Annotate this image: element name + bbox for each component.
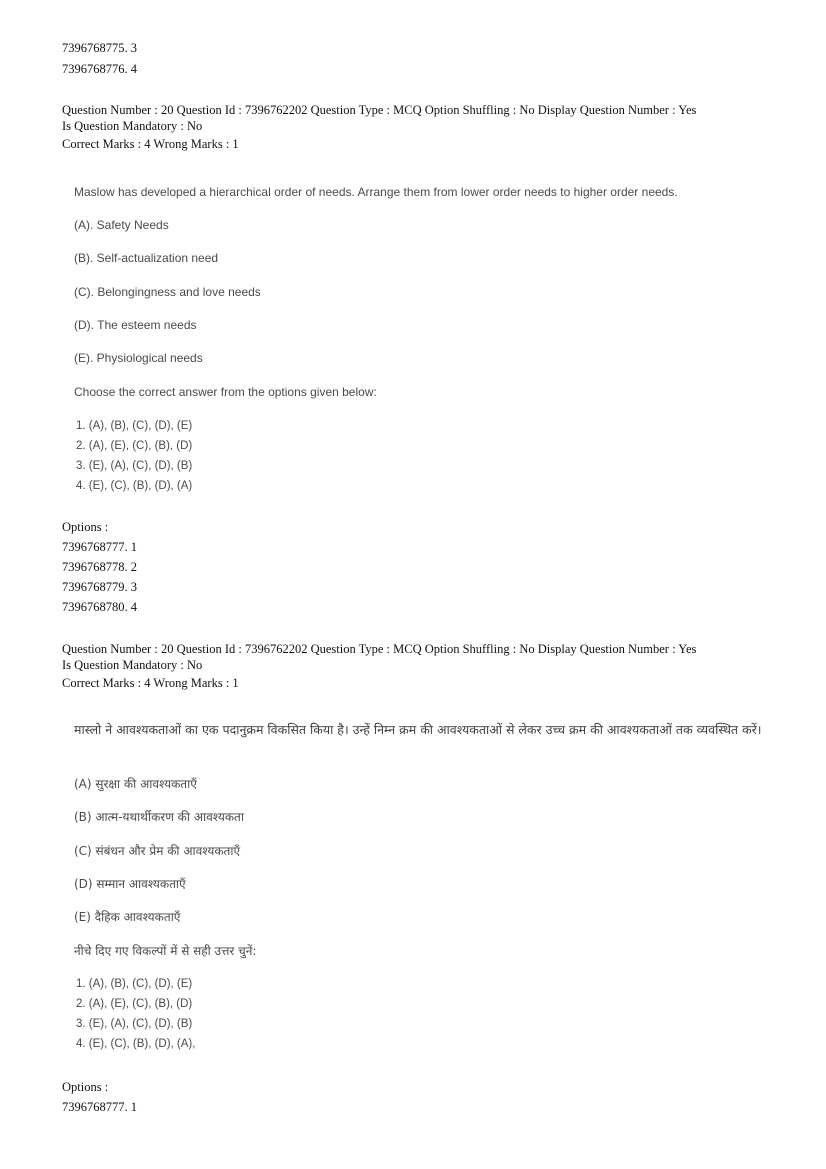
question-item: (A). Safety Needs [74, 218, 169, 232]
question-mandatory: Is Question Mandatory : No [62, 658, 203, 672]
question-marks: Correct Marks : 4 Wrong Marks : 1 [62, 137, 239, 151]
option-line: 7396768776. 4 [62, 62, 137, 76]
question-item: (E) दैहिक आवश्यकताएँ [74, 910, 181, 924]
answer-choice: 3. (E), (A), (C), (D), (B) [76, 1018, 193, 1030]
question-marks: Correct Marks : 4 Wrong Marks : 1 [62, 676, 239, 690]
options-label: Options : [62, 1080, 109, 1094]
option-line: 7396768777. 1 [62, 1100, 137, 1114]
question-header: Question Number : 20 Question Id : 7396762202 Question Type : MCQ Option Shuffling : No Display Question Number : Yes [62, 642, 697, 656]
option-line: 7396768778. 2 [62, 560, 137, 574]
question-item: (B). Self-actualization need [74, 251, 219, 265]
question-prompt: मास्लो ने आवश्यकताओं का एक पदानुक्रम विकसित किया है। उन्हें निम्न क्रम की आवश्यकताओं से लेकर उच्च क्रम की आवश्यकताओं तक व्यवस्थित करें। [74, 722, 762, 737]
question-item: (C) संबंधन और प्रेम की आवश्यकताएँ [74, 844, 241, 858]
option-line: 7396768777. 1 [62, 540, 137, 554]
option-line: 7396768780. 4 [62, 600, 137, 614]
options-label: Options : [62, 520, 109, 534]
option-line: 7396768775. 3 [62, 41, 137, 55]
question-header: Question Number : 20 Question Id : 7396762202 Question Type : MCQ Option Shuffling : No Display Question Number : Yes [62, 103, 697, 117]
answer-choice: 3. (E), (A), (C), (D), (B) [76, 460, 193, 472]
question-item: (C). Belongingness and love needs [74, 285, 261, 299]
question-item: (D) सम्मान आवश्यकताएँ [74, 877, 186, 891]
answer-choice: 1. (A), (B), (C), (D), (E) [76, 420, 193, 432]
question-prompt: Maslow has developed a hierarchical order of needs. Arrange them from lower order needs to higher order needs. [74, 185, 678, 199]
answer-choice: 1. (A), (B), (C), (D), (E) [76, 978, 193, 990]
answer-choice: 4. (E), (C), (B), (D), (A), [76, 1038, 196, 1050]
question-mandatory: Is Question Mandatory : No [62, 119, 203, 133]
question-item: (A) सुरक्षा की आवश्यकताएँ [74, 777, 197, 791]
question-item: (E). Physiological needs [74, 351, 203, 365]
option-line: 7396768779. 3 [62, 580, 137, 594]
question-item: (B) आत्म-यथार्थीकरण की आवश्यकता [74, 810, 244, 824]
question-instruction: नीचे दिए गए विकल्पों में से सही उत्तर चुनें: [74, 944, 257, 958]
question-item: (D). The esteem needs [74, 318, 197, 332]
answer-choice: 2. (A), (E), (C), (B), (D) [76, 998, 193, 1010]
question-instruction: Choose the correct answer from the options given below: [74, 385, 377, 399]
answer-choice: 2. (A), (E), (C), (B), (D) [76, 440, 193, 452]
answer-choice: 4. (E), (C), (B), (D), (A) [76, 480, 193, 492]
